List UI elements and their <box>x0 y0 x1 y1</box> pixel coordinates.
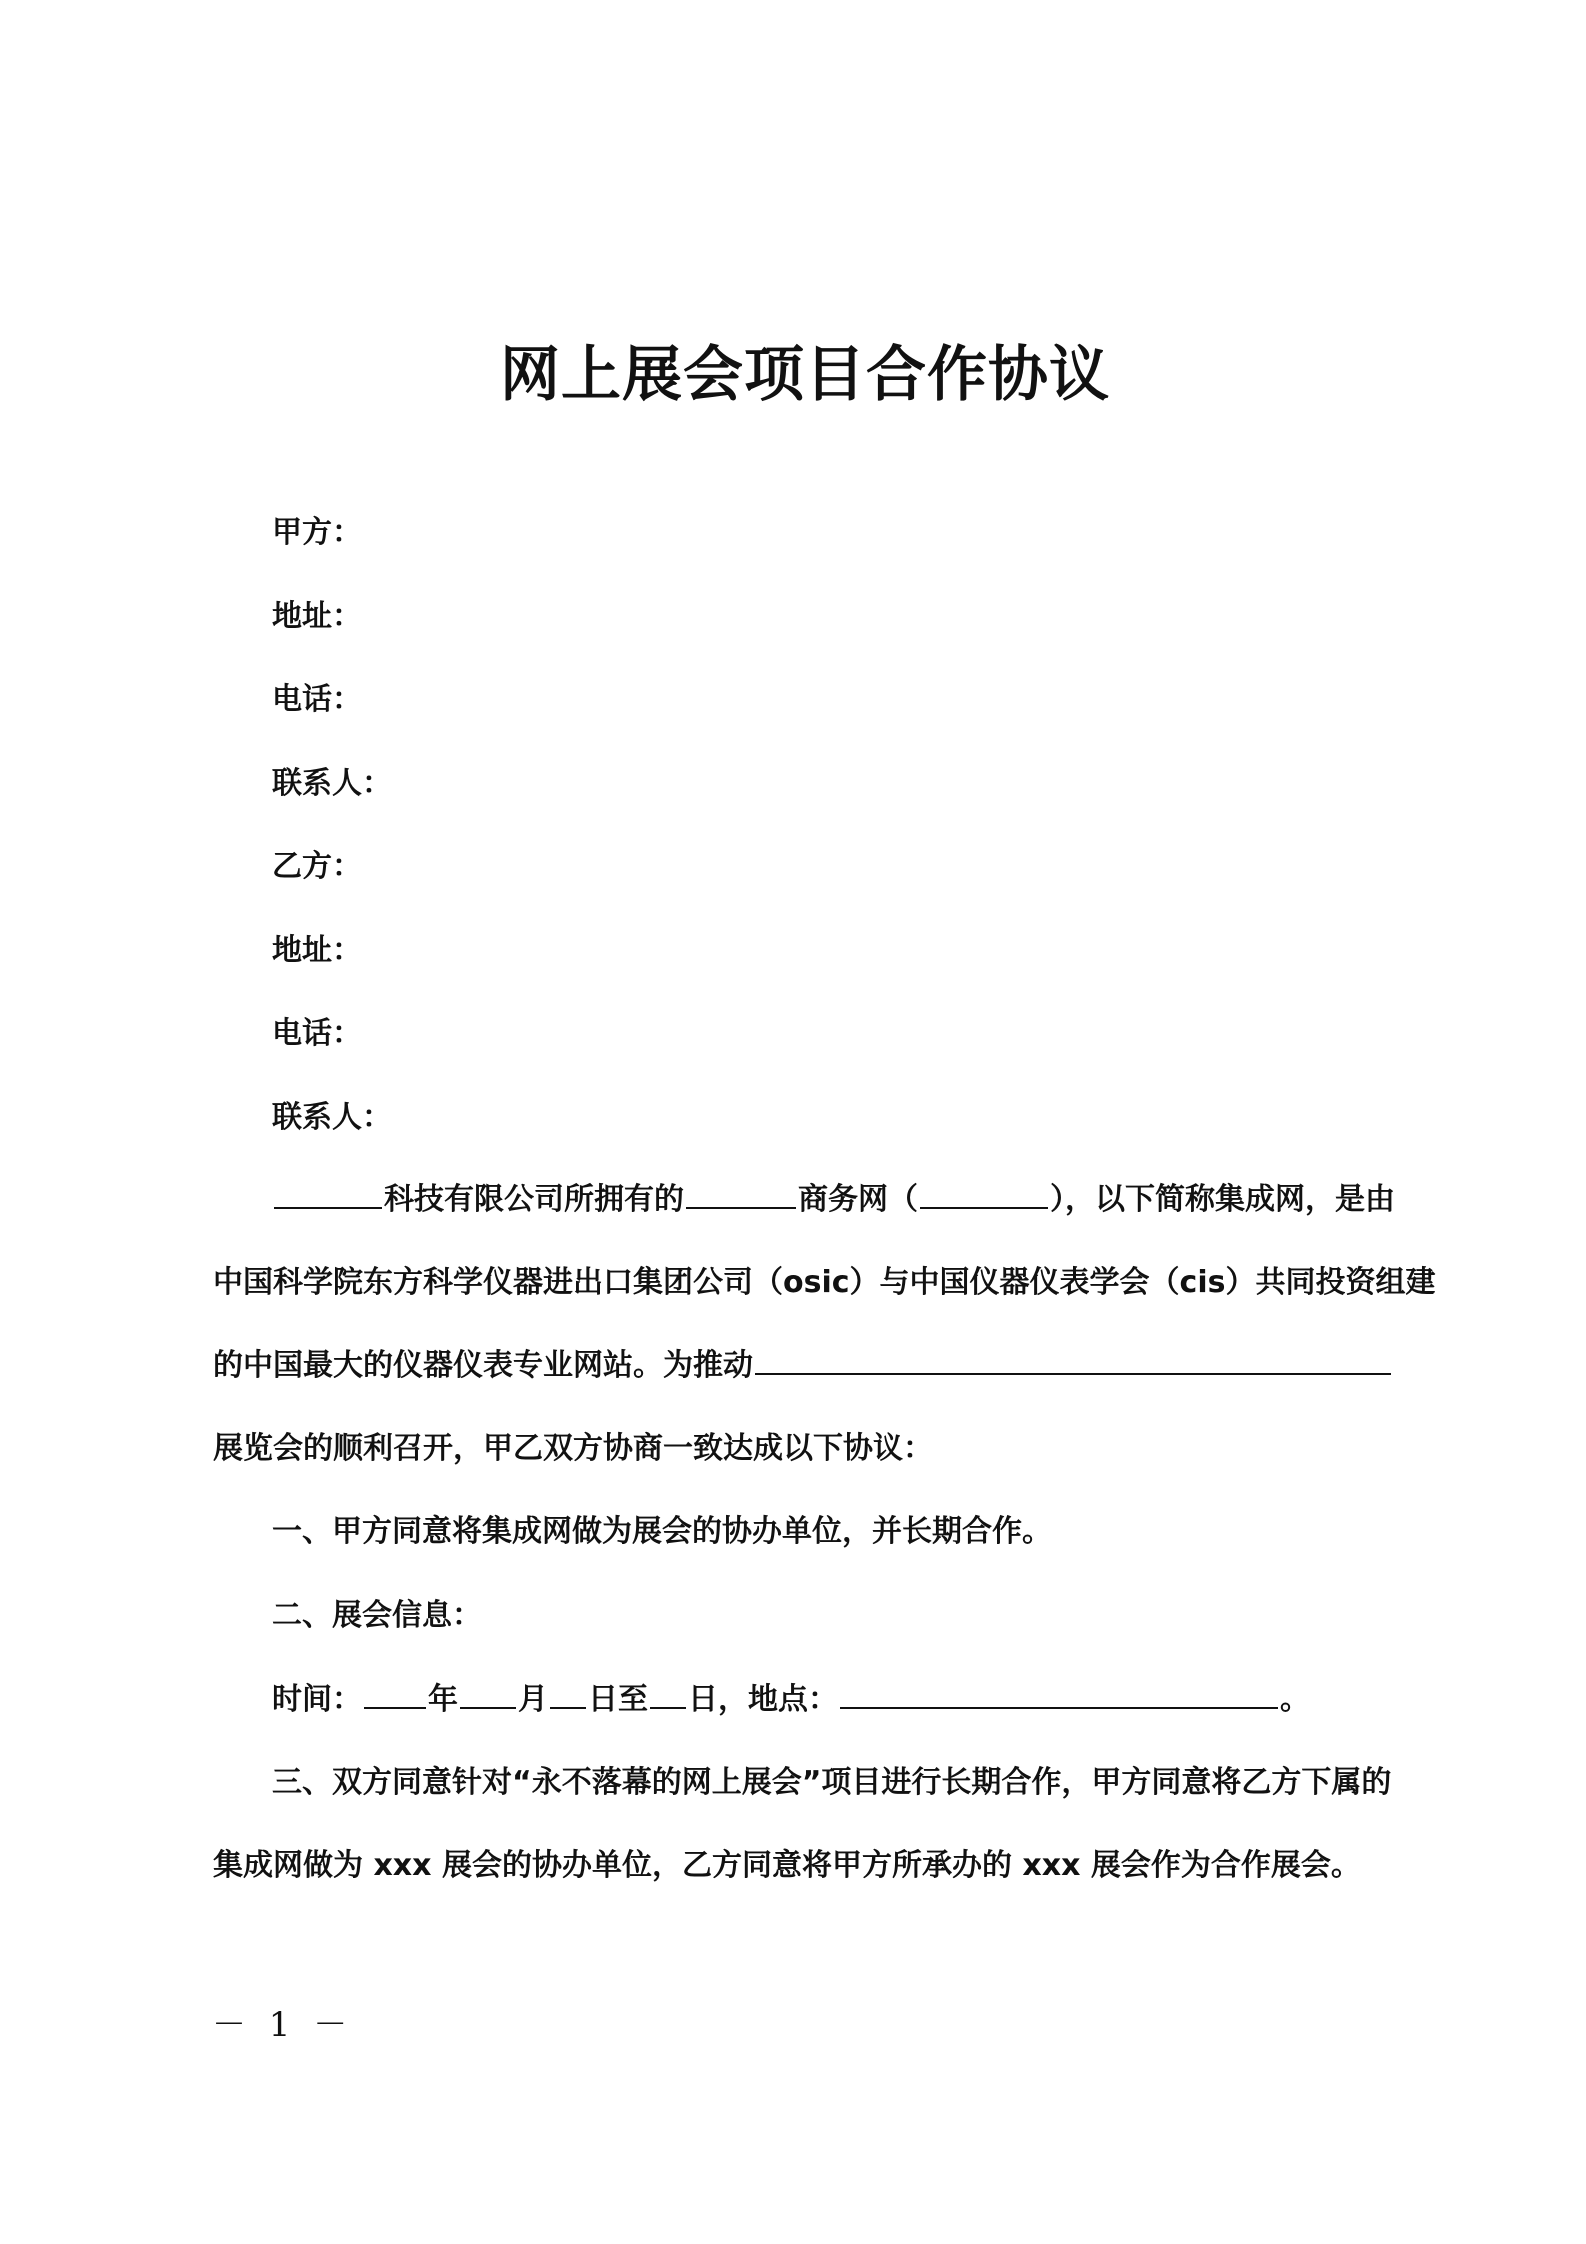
party-a-phone-label: 电话： <box>272 682 362 717</box>
clause-3-line-1: 三、双方同意针对“永不落幕的网上展会”项目进行长期合作，甲方同意将乙方下属的 <box>272 1765 1392 1800</box>
intro-line-4: 展览会的顺利召开，甲乙双方协商一致达成以下协议： <box>213 1431 933 1466</box>
company-name-blank <box>274 1177 382 1209</box>
intro-text-1b: 商务网（ <box>798 1182 918 1217</box>
intro-line-3 <box>213 1338 1393 1394</box>
intro-line-2: 中国科学院东方科学仪器进出口集团公司（osic）与中国仪器仪表学会（cis）共同投资组建 <box>213 1265 1436 1300</box>
party-b-label: 乙方： <box>272 849 362 884</box>
website-url-blank <box>920 1177 1048 1209</box>
intro-text-1c: ），以下简称集成网，是由 <box>1050 1182 1395 1217</box>
start-day-blank <box>550 1677 586 1709</box>
month-blank <box>460 1677 516 1709</box>
time-label: 时间： <box>272 1682 362 1717</box>
exhibition-time-place-line <box>213 1672 1452 1728</box>
website-name-blank <box>686 1177 796 1209</box>
party-a-label: 甲方： <box>272 515 362 550</box>
document-title: 网上展会项目合作协议 <box>500 340 1110 410</box>
month-label: 月 <box>518 1682 548 1717</box>
exhibition-name-blank <box>755 1343 1391 1375</box>
party-b-phone-label: 电话： <box>272 1016 362 1051</box>
year-blank <box>364 1677 426 1709</box>
place-label: 地点： <box>748 1682 838 1717</box>
page-number: － 1 － <box>212 2005 354 2045</box>
clause-3-line-2: 集成网做为 xxx 展会的协办单位，乙方同意将甲方所承办的 xxx 展会作为合作展会。 <box>213 1848 1361 1883</box>
clause-1: 一、甲方同意将集成网做为展会的协办单位，并长期合作。 <box>272 1514 1052 1549</box>
intro-text-1a: 科技有限公司所拥有的 <box>384 1182 684 1217</box>
intro-line-1 <box>213 1172 1452 1228</box>
end-day-blank <box>650 1677 686 1709</box>
party-info-list <box>272 505 392 1173</box>
party-b-contact-label: 联系人： <box>272 1099 392 1135</box>
party-b-address-label: 地址： <box>272 932 362 968</box>
year-label: 年 <box>428 1682 458 1717</box>
party-a-contact-label: 联系人： <box>272 765 392 801</box>
intro-text-3a: 的中国最大的仪器仪表专业网站。为推动 <box>213 1348 753 1383</box>
line-end-period: 。 <box>1280 1682 1310 1717</box>
day-label: 日， <box>688 1682 748 1717</box>
clause-2: 二、展会信息： <box>272 1598 482 1633</box>
party-a-address-label: 地址： <box>272 598 362 634</box>
place-blank <box>840 1677 1278 1709</box>
day-to-label: 日至 <box>588 1682 648 1717</box>
